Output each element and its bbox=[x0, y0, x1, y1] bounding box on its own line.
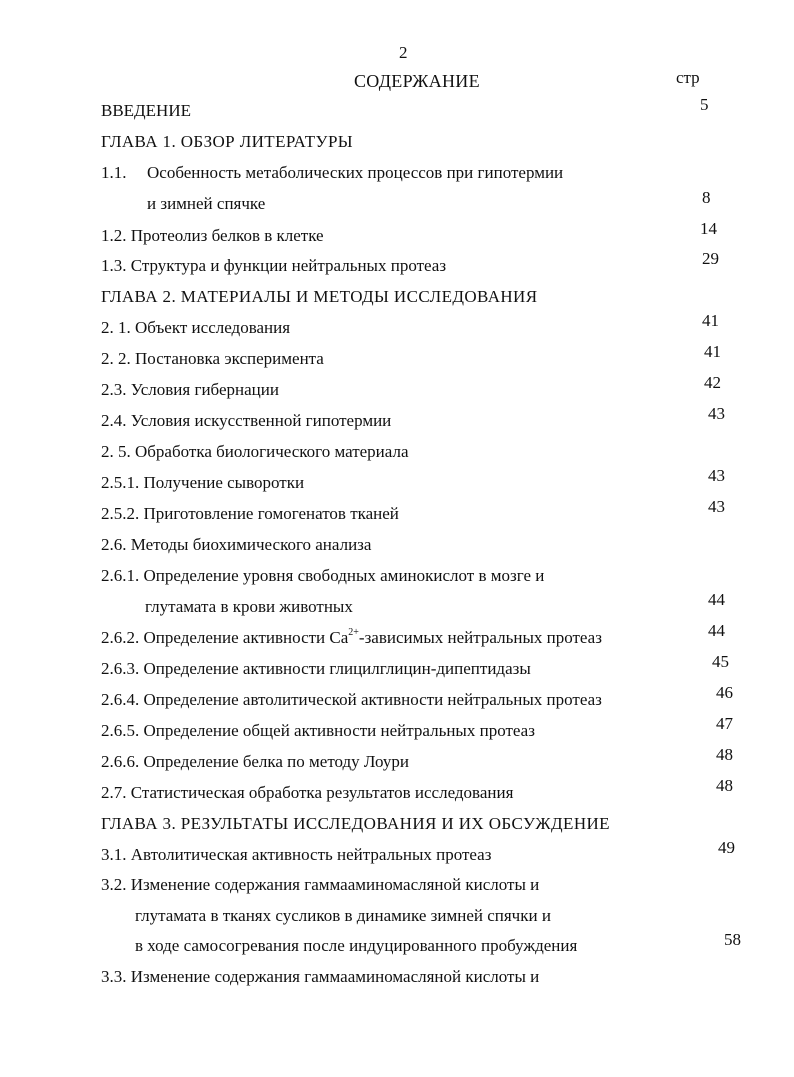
toc-page-2-2: 41 bbox=[704, 342, 721, 361]
toc-page-2-7: 48 bbox=[716, 776, 733, 795]
toc-entry-2-6-2 bbox=[101, 628, 602, 648]
toc-entry-2-6-5: 2.6.5. Определение общей активности нейтральных протеаз bbox=[101, 721, 535, 740]
toc-entry-2-2: 2. 2. Постановка эксперимента bbox=[101, 349, 324, 368]
toc-page-2-1: 41 bbox=[702, 311, 719, 330]
toc-entry-2-6-4: 2.6.4. Определение автолитической активности нейтральных протеаз bbox=[101, 690, 602, 709]
toc-chapter-2: ГЛАВА 2. МАТЕРИАЛЫ И МЕТОДЫ ИССЛЕДОВАНИЯ bbox=[101, 287, 538, 306]
toc-page-2-6-1: 44 bbox=[708, 590, 725, 609]
toc-page-2-4: 43 bbox=[708, 404, 725, 423]
toc-page-3-1: 49 bbox=[718, 838, 735, 857]
toc-page-2-6-4: 46 bbox=[716, 683, 733, 702]
toc-entry-2-6-3: 2.6.3. Определение активности глицилглицин-дипептидазы bbox=[101, 659, 531, 678]
page-column-label: стр bbox=[676, 68, 700, 87]
toc-page-1-3: 29 bbox=[702, 249, 719, 268]
toc-chapter-1: ГЛАВА 1. ОБЗОР ЛИТЕРАТУРЫ bbox=[101, 132, 354, 151]
toc-page-intro: 5 bbox=[700, 95, 709, 114]
toc-entry-2-6-1-line2: глутамата в крови животных bbox=[145, 597, 353, 616]
toc-entry-3-2-line1: 3.2. Изменение содержания гаммааминомасляной кислоты и bbox=[101, 875, 540, 894]
toc-entry-2-5-1: 2.5.1. Получение сыворотки bbox=[101, 473, 305, 492]
toc-entry-3-2-line2: глутамата в тканях сусликов в динамике зимней спячки и bbox=[135, 906, 551, 925]
toc-entry-2-5: 2. 5. Обработка биологического материала bbox=[101, 442, 409, 461]
toc-page-2-5-1: 43 bbox=[708, 466, 725, 485]
toc-entry-2-3: 2.3. Условия гибернации bbox=[101, 380, 279, 399]
toc-entry-2-1: 2. 1. Объект исследования bbox=[101, 318, 291, 337]
toc-entry-intro: ВВЕДЕНИЕ bbox=[101, 101, 191, 120]
toc-chapter-3: ГЛАВА 3. РЕЗУЛЬТАТЫ ИССЛЕДОВАНИЯ И ИХ ОБСУЖДЕНИЕ bbox=[101, 814, 610, 833]
toc-page-2-3: 42 bbox=[704, 373, 721, 392]
toc-entry-1-2: 1.2. Протеолиз белков в клетке bbox=[101, 226, 324, 245]
toc-page-2-6-2: 44 bbox=[708, 621, 725, 640]
toc-page-2-5-2: 43 bbox=[708, 497, 725, 516]
toc-page-2-6-6: 48 bbox=[716, 745, 733, 764]
toc-entry-2-6-2-text: 2.6.2. Определение активности Ca bbox=[101, 628, 349, 647]
toc-entry-2-7: 2.7. Статистическая обработка результатов исследования bbox=[101, 783, 514, 802]
toc-entry-3-2-line3: в ходе самосогревания после индуцированного пробуждения bbox=[135, 936, 578, 955]
toc-entry-1-3: 1.3. Структура и функции нейтральных протеаз bbox=[101, 256, 447, 275]
toc-entry-1-1-line1: Особенность метаболических процессов при гипотермии bbox=[147, 163, 564, 182]
toc-entry-1-1-line2: и зимней спячке bbox=[147, 194, 266, 213]
toc-entry-2-6: 2.6. Методы биохимического анализа bbox=[101, 535, 372, 554]
toc-title: СОДЕРЖАНИЕ bbox=[354, 71, 480, 91]
toc-page-1-1: 8 bbox=[702, 188, 711, 207]
toc-entry-2-5-2: 2.5.2. Приготовление гомогенатов тканей bbox=[101, 504, 399, 523]
toc-page-1-2: 14 bbox=[700, 219, 717, 238]
toc-page-3-2: 58 bbox=[724, 930, 741, 949]
toc-entry-3-3-line1: 3.3. Изменение содержания гаммааминомасляной кислоты и bbox=[101, 967, 540, 986]
toc-page-2-6-5: 47 bbox=[716, 714, 733, 733]
toc-entry-1-1-number: 1.1. bbox=[101, 163, 127, 182]
page-number: 2 bbox=[399, 43, 408, 62]
superscript-charge: 2+ bbox=[348, 627, 359, 638]
toc-page-2-6-3: 45 bbox=[712, 652, 729, 671]
toc-entry-2-6-2-text-end: -зависимых нейтральных протеаз bbox=[358, 628, 602, 647]
toc-entry-3-1: 3.1. Автолитическая активность нейтральных протеаз bbox=[101, 845, 492, 864]
toc-entry-2-4: 2.4. Условия искусственной гипотермии bbox=[101, 411, 392, 430]
toc-entry-2-6-6: 2.6.6. Определение белка по методу Лоури bbox=[101, 752, 409, 771]
toc-entry-2-6-1-line1: 2.6.1. Определение уровня свободных аминокислот в мозге и bbox=[101, 566, 545, 585]
